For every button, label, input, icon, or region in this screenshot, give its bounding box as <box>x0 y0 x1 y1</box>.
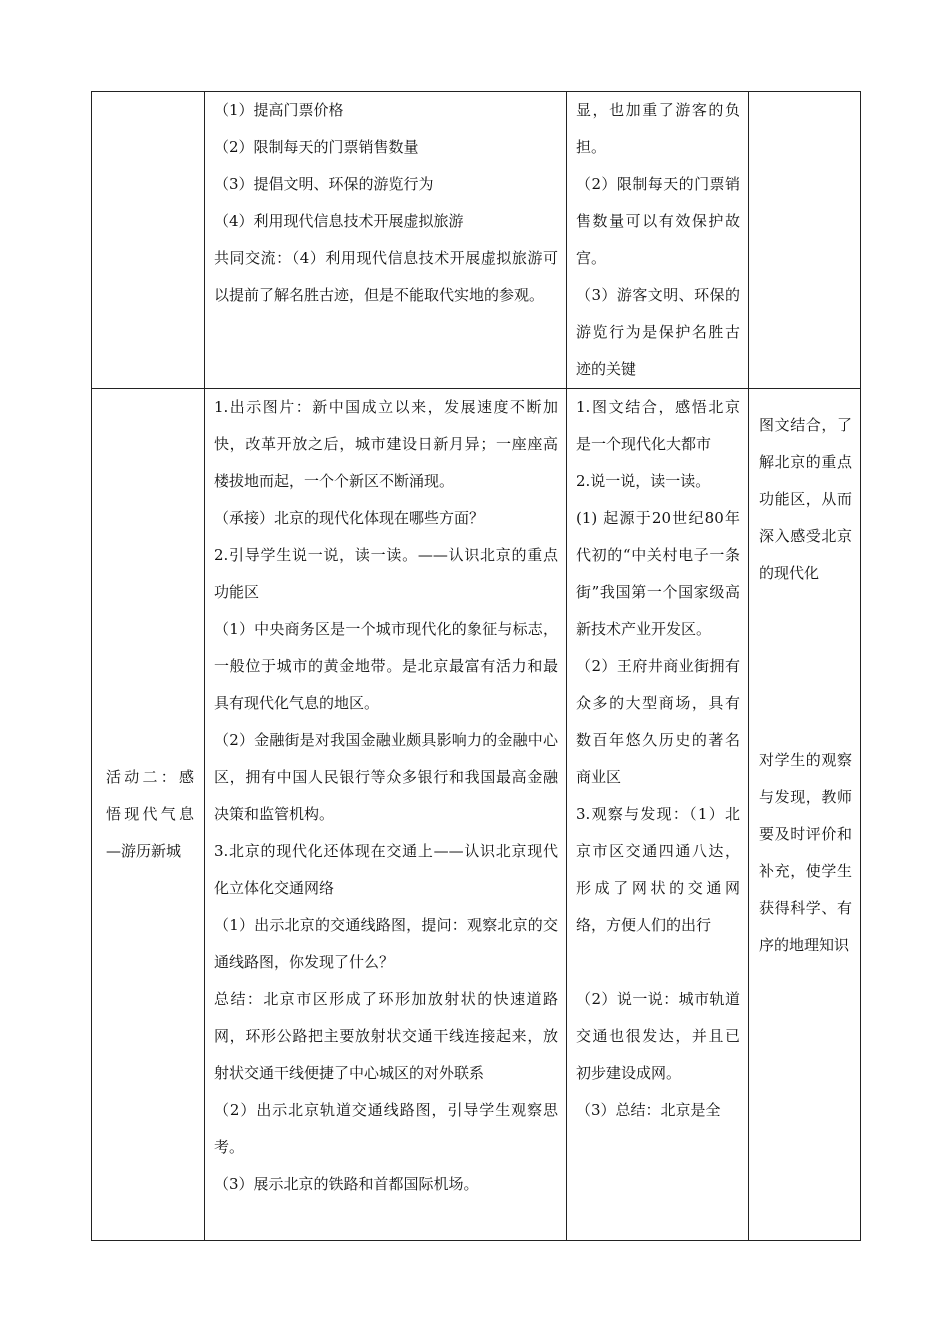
row2-col3-line: 2.说一说，读一读。 <box>576 472 711 490</box>
row2-col1-cell <box>92 389 205 1241</box>
row2-col3-line: 1.图文结合，感悟北京是一个现代化大都市 <box>576 398 740 453</box>
table-row <box>92 389 861 1241</box>
row1-col4-cell <box>749 92 861 389</box>
row2-col4-line: 图文结合，了解北京的重点功能区，从而深入感受北京的现代化 <box>759 416 852 582</box>
row1-col3-line: （2）限制每天的门票销售数量可以有效保护故宫。 <box>576 175 740 267</box>
row2-col4-cell <box>749 389 861 1241</box>
row1-col2-line: （2）限制每天的门票销售数量 <box>214 138 419 156</box>
row2-col3-line: (1) 起源于20世纪80年代初的“中关村电子一条街”我国第一个国家级高新技术产业开发区。 <box>576 509 740 638</box>
row1-col2-line: （4）利用现代信息技术开展虚拟旅游 <box>214 212 464 230</box>
row1-col3-line: 显，也加重了游客的负担。 <box>576 101 740 156</box>
row2-col2-line: （1）出示北京的交通线路图，提问：观察北京的交通线路图，你发现了什么？ <box>214 916 558 971</box>
row1-col2-cell <box>205 92 567 389</box>
row2-col4-line: 对学生的观察与发现，教师要及时评价和补充，使学生获得科学、有序的地理知识 <box>759 751 852 954</box>
row2-col2-cell <box>205 389 567 1241</box>
row2-col2-line: 3.北京的现代化还体现在交通上——认识北京现代化立体化交通网络 <box>214 842 558 897</box>
row1-col2-line: （1）提高门票价格 <box>214 101 344 119</box>
row2-col2-line: （3）展示北京的铁路和首都国际机场。 <box>214 1175 479 1193</box>
row2-col2-line: 总结：北京市区形成了环形加放射状的快速道路网，环形公路把主要放射状交通干线连接起来，放射状交通干线便捷了中心城区的对外联系 <box>214 990 558 1082</box>
row2-col2-line: （2）出示北京轨道交通线路图，引导学生观察思考。 <box>214 1101 558 1156</box>
activity-title: 活动二：感悟现代气息—游历新城 <box>106 768 194 860</box>
row1-col3-line: （3）游客文明、环保的游览行为是保护名胜古迹的关键 <box>576 286 740 378</box>
row2-col3-line: 3.观察与发现：（1）北京市区交通四通八达，形成了网状的交通网络，方便人们的出行 <box>576 805 740 934</box>
row2-col2-line: （1）中央商务区是一个城市现代化的象征与标志，一般位于城市的黄金地带。是北京最富有活力和最具有现代化气息的地区。 <box>214 620 558 712</box>
row1-col2-line: 共同交流：（4）利用现代信息技术开展虚拟旅游可以提前了解名胜古迹，但是不能取代实地的参观。 <box>214 249 558 304</box>
lesson-plan-table <box>91 91 861 1241</box>
row2-col3-cell <box>567 389 749 1241</box>
row1-col2-line: （3）提倡文明、环保的游览行为 <box>214 175 434 193</box>
row2-col3-line: （2）说一说：城市轨道交通也很发达，并且已初步建设成网。 <box>576 990 740 1082</box>
row2-col2-line: 2.引导学生说一说，读一读。——认识北京的重点功能区 <box>214 546 558 601</box>
row1-col1-cell <box>92 92 205 389</box>
row2-col2-line: 1.出示图片：新中国成立以来，发展速度不断加快，改革开放之后，城市建设日新月异；一座座高楼拔地而起，一个个新区不断涌现。 <box>214 398 558 490</box>
row2-col3-line: （3）总结：北京是全 <box>576 1101 721 1119</box>
row1-col3-cell <box>567 92 749 389</box>
row2-col2-line: （2）金融街是对我国金融业颇具影响力的金融中心区，拥有中国人民银行等众多银行和我国最高金融决策和监管机构。 <box>214 731 558 823</box>
table-row <box>92 92 861 389</box>
row2-col3-line: （2）王府井商业街拥有众多的大型商场，具有数百年悠久历史的著名商业区 <box>576 657 740 786</box>
row2-col2-line: （承接）北京的现代化体现在哪些方面？ <box>214 509 485 527</box>
